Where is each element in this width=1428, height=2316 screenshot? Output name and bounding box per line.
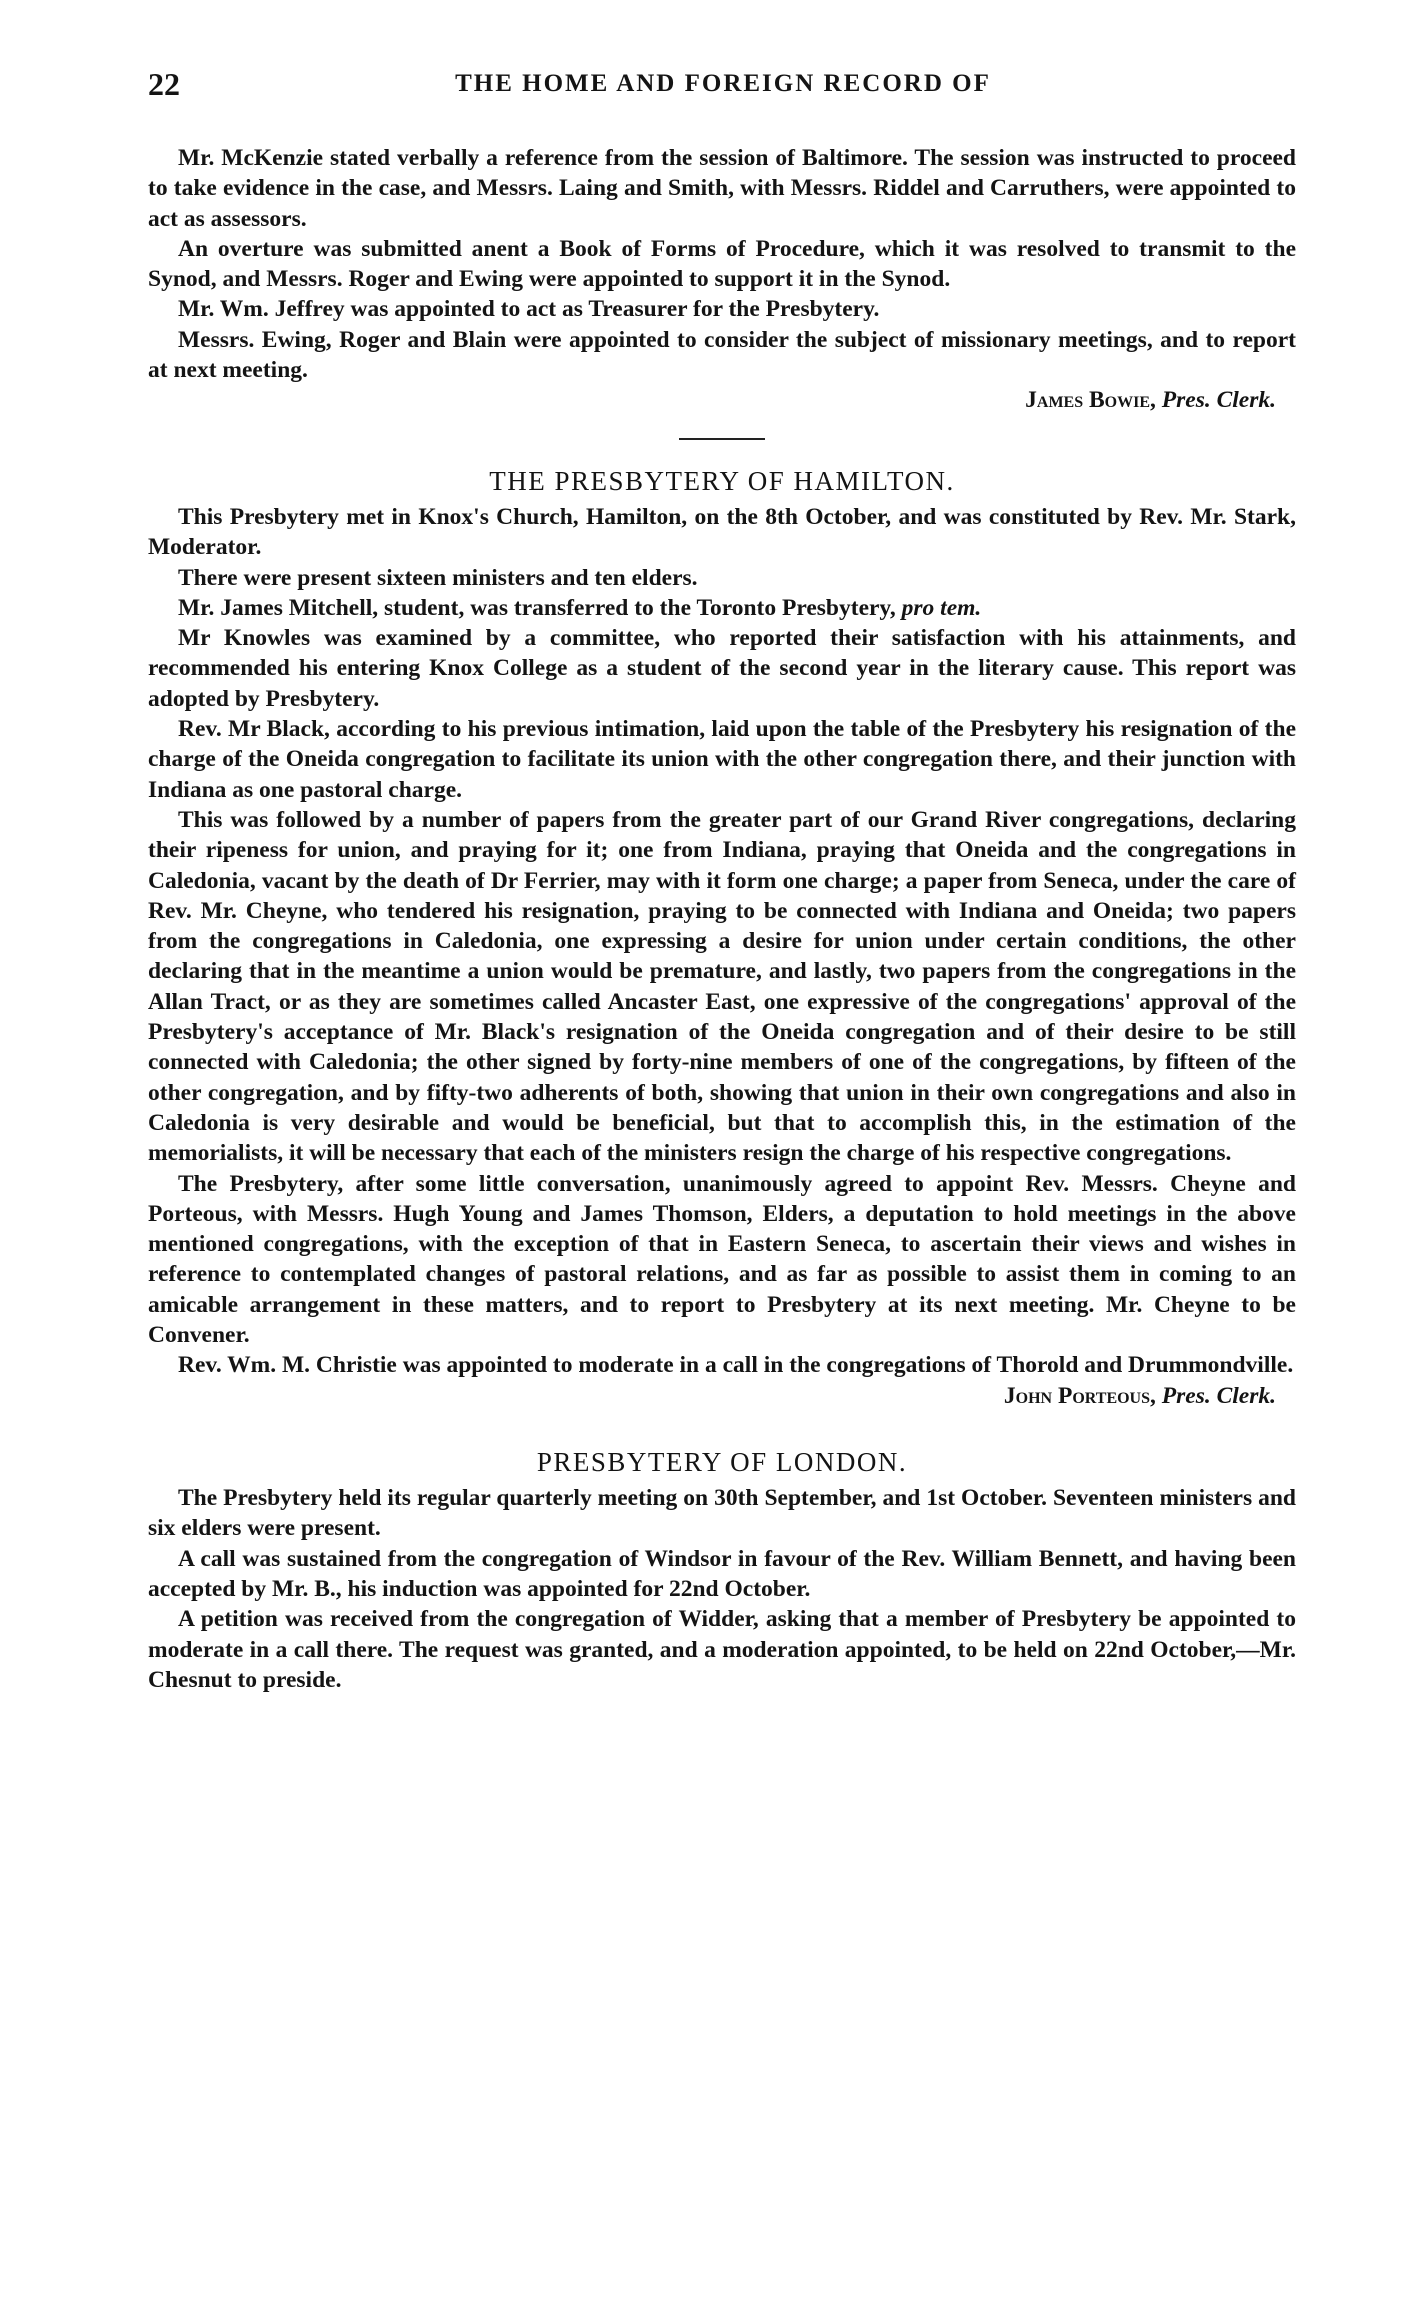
section-heading-london: PRESBYTERY OF LONDON. xyxy=(536,1446,908,1477)
signature xyxy=(148,1381,1296,1411)
section-divider xyxy=(679,438,765,440)
paragraph: Mr. Wm. Jeffrey was appointed to act as Treasurer for the Presbytery. xyxy=(178,296,880,323)
paragraph: A call was sustained from the congregation of Windsor in favour of the Rev. William Bennett, and having been accepted by Mr. B., his induction was appointed for 22nd October. xyxy=(148,1545,1296,1603)
running-head xyxy=(148,66,1298,116)
paragraph: A petition was received from the congregation of Widder, asking that a member of Presbytery be appointed to moderate in a call there. The request was granted, and a moderation appointed, to be held on 22nd October,—Mr. Chesnut to preside. xyxy=(148,1606,1296,1693)
paragraph: Mr. McKenzie stated verbally a reference from the session of Baltimore. The session was instructed to proceed to take evidence in the case, and Messrs. Laing and Smith, with Messrs. Riddel and Carruthers, were appointed to act as assessors. xyxy=(148,145,1296,232)
paragraph: An overture was submitted anent a Book of Forms of Procedure, which it was resolved to transmit to the Synod, and Messrs. Roger and Ewing were appointed to support it in the Synod. xyxy=(148,235,1296,293)
signature-title: Pres. Clerk. xyxy=(1161,1382,1276,1409)
page-number: 22 xyxy=(148,66,180,102)
signature-name: John Porteous, xyxy=(1003,1382,1156,1409)
paragraph: Rev. Mr Black, according to his previous intimation, laid upon the table of the Presbytery his resignation of the charge of the Oneida congregation to facilitate its union with the other congregation there, and their junction with Indiana as one pastoral charge. xyxy=(148,716,1296,803)
pro-tem-phrase: pro tem. xyxy=(901,594,982,621)
section-heading-hamilton: THE PRESBYTERY OF HAMILTON. xyxy=(489,465,955,496)
paragraph: This was followed by a number of papers from the greater part of our Grand River congregations, declaring their ripeness for union, and praying for it; one from Indiana, praying that Oneida and the congregations in Caledonia, vacant by the death of Dr Ferrier, may with it form one charge; a paper from Seneca, under the care of Rev. Mr. Cheyne, who tendered his resignation, praying to be connected with Indiana and Oneida; two papers from the congregations in Caledonia, one expressing a desire for union under certain conditions, the other declaring that in the meantime a union would be premature, and lastly, two papers from the congregations in the Allan Tract, or as they are sometimes called Ancaster East, one expressive of the congregations' approval of the Presbytery's acceptance of Mr. Black's resignation of the Oneida congregation and of their desire to be still connected with Caledonia; the other signed by forty-nine members of one of the congregations, by fifteen of the other congregation, and by fifty-two adherents of both, showing that union in their own congregations and also in Caledonia is very desirable and would be beneficial, but that to accomplish this, in the estimation of the memorialists, it will be necessary that each of the ministers resign the charge of his respective congregations. xyxy=(148,806,1296,1167)
paragraph: The Presbytery, after some little conversation, unanimously agreed to appoint Rev. Messrs. Cheyne and Porteous, with Messrs. Hugh Young and James Thomson, Elders, a deputation to hold meetings in the above mentioned congregations, with the exception of that in Eastern Seneca, to ascertain their views and wishes in reference to contemplated changes of pastoral relations, and as far as possible to assist them in coming to an amicable arrangement in these matters, and to report to Presbytery at its next meeting. Mr. Cheyne to be Convener. xyxy=(148,1170,1296,1348)
paragraph: Messrs. Ewing, Roger and Blain were appointed to consider the subject of missionary meetings, and to report at next meeting. xyxy=(148,326,1296,384)
section-gap xyxy=(148,1411,1296,1447)
document-body xyxy=(148,143,1296,1695)
paragraph: There were present sixteen ministers and ten elders. xyxy=(178,564,698,591)
paragraph: Mr Knowles was examined by a committee, who reported their satisfaction with his attainments, and recommended his entering Knox College as a student of the second year in the literary cause. This report was adopted by Presbytery. xyxy=(148,625,1296,712)
signature xyxy=(148,385,1296,415)
paragraph: This Presbytery met in Knox's Church, Hamilton, on the 8th October, and was constituted by Rev. Mr. Stark, Moderator. xyxy=(148,503,1296,561)
paragraph: The Presbytery held its regular quarterly meeting on 30th September, and 1st October. Seventeen ministers and six elders were present. xyxy=(148,1485,1296,1542)
signature-title: Pres. Clerk. xyxy=(1161,387,1276,414)
running-title: THE HOME AND FOREIGN RECORD OF xyxy=(455,70,991,97)
signature-name: James Bowie, xyxy=(1025,387,1156,414)
paragraph xyxy=(148,593,1296,623)
paragraph: Rev. Wm. M. Christie was appointed to moderate in a call in the congregations of Thorold and Drummondville. xyxy=(178,1352,1294,1379)
paragraph-text: Mr. James Mitchell, student, was transferred to the Toronto Presbytery, xyxy=(178,594,896,621)
